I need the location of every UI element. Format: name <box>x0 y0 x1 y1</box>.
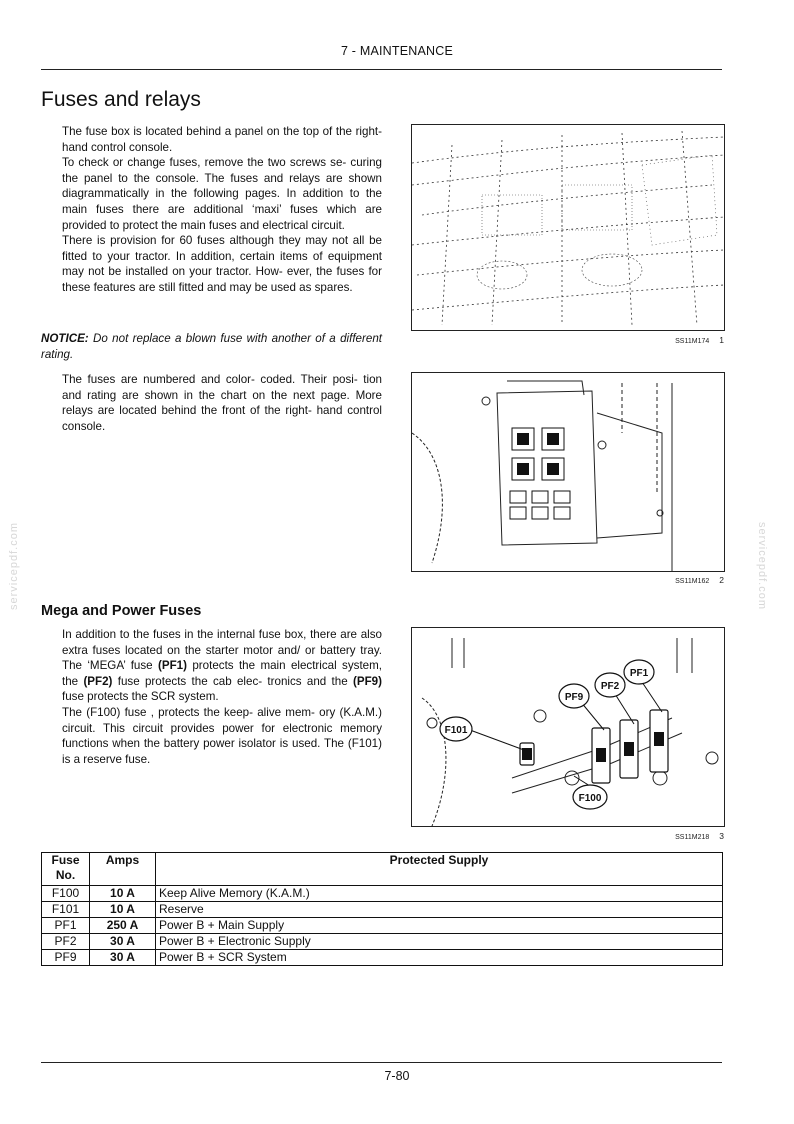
figure-number: 1 <box>719 335 724 345</box>
column-header-protected-supply: Protected Supply <box>156 853 723 886</box>
figure-code: SS11M174 <box>675 338 710 345</box>
text-run-bold: (PF2) <box>83 674 113 688</box>
column-header-fuse-no: Fuse No. <box>42 853 90 886</box>
figure-2-caption <box>640 575 724 585</box>
table-row <box>42 902 723 918</box>
text-run: In addition to the fuses in the internal fuse box, there are also extra fuses located on the starter motor and/ or battery tray. The ‘MEGA’ fuse <box>62 628 382 673</box>
watermark-left: servicepdf.com <box>7 522 20 610</box>
paragraph: The (F100) fuse , protects the keep- alive mem- ory (K.A.M.) circuit. This circuit provides power for electronic memory functions when the battery power isolator is used. The (F101) is a reserve fuse. <box>62 705 382 766</box>
cell-amps: 30 A <box>90 950 156 966</box>
figure-number: 3 <box>719 831 724 841</box>
fuse-box-drawing <box>412 373 724 571</box>
page-number: 7-80 <box>384 1069 410 1083</box>
callout-f101: F101 <box>444 725 468 736</box>
cell-amps: 30 A <box>90 934 156 950</box>
text-run: fuse protects the cab elec- tronics and the <box>112 674 353 688</box>
notice-label: NOTICE: <box>41 332 89 345</box>
paragraph: The fuses are numbered and color- coded. Their posi- tion and rating are shown in the chart on the next page. More relays are located behind the front of the right- hand control console. <box>62 373 382 433</box>
notice-text: Do not replace a blown fuse with another of a different rating. <box>41 332 382 361</box>
paragraph <box>62 627 382 705</box>
intro-paragraph: To check or change fuses, remove the two screws se- curing the panel to the console. The fuses and relays are shown diagrammatically in the following pages. In addition to the main fuses there are additional ‘maxi’ fuses which are provided to protect the main fuses and electrical circuit. <box>62 156 382 232</box>
fuse-numbering-text <box>62 372 382 434</box>
text-run: fuse protects the SCR system. <box>62 690 219 704</box>
table-row <box>42 934 723 950</box>
console-line-drawing <box>412 125 724 330</box>
table-row <box>42 886 723 902</box>
callout-f100: F100 <box>578 793 602 804</box>
power-fuses-drawing <box>412 628 724 826</box>
footer-rule <box>41 1062 722 1063</box>
table-row <box>42 918 723 934</box>
intro-paragraph: The fuse box is located behind a panel on the top of the right- hand control console. <box>62 125 382 154</box>
text-run-bold: (PF9) <box>353 674 382 688</box>
callout-pf2: PF2 <box>600 681 620 692</box>
section-title: 7 - MAINTENANCE <box>340 44 454 58</box>
figure-code: SS11M162 <box>675 578 710 585</box>
callout-pf9: PF9 <box>564 692 584 703</box>
cell-fuse-no: PF1 <box>42 918 90 934</box>
cell-amps: 250 A <box>90 918 156 934</box>
text-run: protects the main electrical system, the <box>62 659 382 688</box>
intro-text <box>62 124 382 296</box>
page-title: Fuses and relays <box>41 88 201 111</box>
table-row <box>42 950 723 966</box>
cell-amps: 10 A <box>90 886 156 902</box>
text-run-bold: (PF1) <box>158 659 187 673</box>
column-header-amps: Amps <box>90 853 156 886</box>
cell-protected-supply: Power B + Electronic Supply <box>156 934 723 950</box>
mega-fuses-text <box>62 627 382 767</box>
notice <box>41 331 382 362</box>
cell-fuse-no: F101 <box>42 902 90 918</box>
figure-3-caption <box>640 831 724 841</box>
intro-paragraph: There is provision for 60 fuses although they may not all be fitted to your tractor. In addition, certain items of equipment may not be installed on your tractor. How- ever, the fuses for these features are still fitted and may be used as spares. <box>62 234 382 294</box>
cell-amps: 10 A <box>90 902 156 918</box>
cell-fuse-no: PF2 <box>42 934 90 950</box>
cell-protected-supply: Keep Alive Memory (K.A.M.) <box>156 886 723 902</box>
callout-pf1: PF1 <box>629 668 649 679</box>
figure-1-illustration <box>411 124 725 331</box>
watermark-right: servicepdf.com <box>755 522 768 610</box>
figure-number: 2 <box>719 575 724 585</box>
cell-protected-supply: Power B + SCR System <box>156 950 723 966</box>
figure-1-caption <box>640 335 724 345</box>
power-fuses-table <box>41 852 723 966</box>
figure-2-illustration <box>411 372 725 572</box>
cell-fuse-no: PF9 <box>42 950 90 966</box>
cell-fuse-no: F100 <box>42 886 90 902</box>
figure-3-illustration <box>411 627 725 827</box>
cell-protected-supply: Power B + Main Supply <box>156 918 723 934</box>
section-subheading: Mega and Power Fuses <box>41 603 202 619</box>
table-header-row <box>42 853 723 886</box>
header-rule <box>41 69 722 70</box>
figure-code: SS11M218 <box>675 834 710 841</box>
cell-protected-supply: Reserve <box>156 902 723 918</box>
